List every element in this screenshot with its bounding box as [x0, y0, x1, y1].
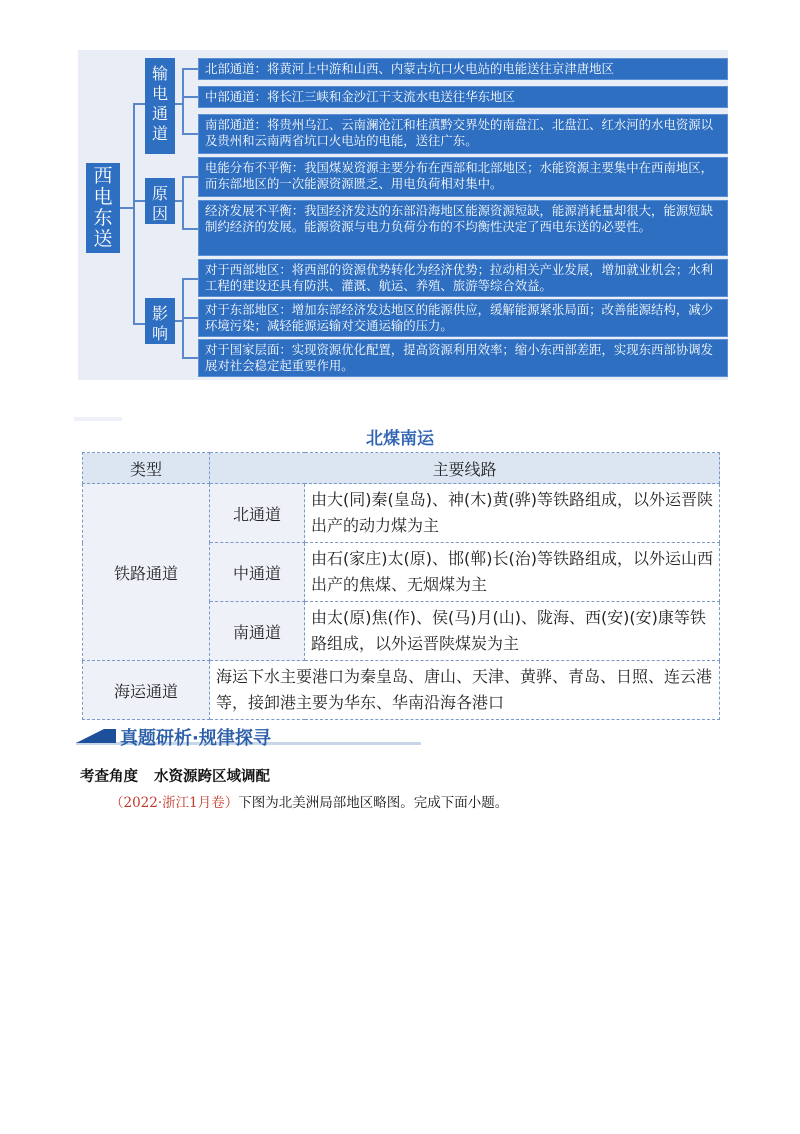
connector — [175, 320, 183, 322]
table-row — [83, 484, 720, 543]
connector — [175, 103, 183, 105]
exam-angle — [80, 765, 270, 786]
sub-middle: 中通道 — [210, 543, 305, 602]
category-label: 输电通道 — [151, 64, 168, 143]
connector — [182, 317, 198, 319]
header-routes: 主要线路 — [210, 453, 720, 484]
sub-north: 北通道 — [210, 484, 305, 543]
category-transmission — [145, 58, 175, 154]
question-text: 下图为北美洲局部地区略图。完成下面小题。 — [238, 795, 509, 811]
connector — [182, 96, 198, 98]
leaf-text: 电能分布不平衡：我国煤炭资源主要分布在西部和北部地区；水能资源主要集中在西南地区，而东部地区的一次能源资源匮乏、用电负荷相对集中。 — [205, 160, 714, 191]
connector — [175, 200, 183, 202]
type-sea: 海运通道 — [83, 661, 210, 720]
table-title: 北煤南运 — [366, 429, 434, 449]
leaf-economic-imbalance — [198, 200, 728, 256]
banner-triangle — [76, 729, 104, 743]
exam-angle-label: 考查角度 — [80, 768, 138, 785]
table-header-row — [83, 453, 720, 484]
leaf-text: 对于东部地区：增加东部经济发达地区的能源供应，缓解能源紧张局面；改善能源结构，减少环境污染；减轻能源运输对交通运输的压力。 — [205, 302, 714, 333]
mindmap-root — [86, 163, 120, 253]
table-row — [83, 661, 720, 720]
connector — [182, 278, 198, 280]
leaf-text: 对于西部地区：将西部的资源优势转化为经济优势；拉动相关产业发展，增加就业机会；水利工程的建设还具有防洪、灌溉、航运、养殖、旅游等综合效益。 — [205, 262, 714, 293]
connector — [182, 133, 198, 135]
sub-south: 南通道 — [210, 602, 305, 661]
exam-angle-value: 水资源跨区域调配 — [154, 768, 270, 785]
leaf-north-channel — [198, 58, 728, 80]
category-label: 影响 — [151, 304, 168, 343]
connector — [182, 176, 198, 178]
category-impact — [145, 298, 175, 344]
section-banner: 真题研析·规律探寻 — [120, 728, 271, 749]
desc-sea: 海运下水主要港口为秦皇岛、唐山、天津、黄骅、青岛、日照、连云港等，接卸港主要为华东、华南沿海各港口 — [210, 661, 720, 720]
type-rail: 铁路通道 — [83, 484, 210, 661]
connector — [133, 200, 145, 202]
connector — [133, 323, 145, 325]
connector — [133, 103, 135, 325]
desc-south: 由太(原)焦(作)、侯(马)月(山)、陇海、西(安)(安)康等铁路组成，以外运晋陕煤炭为主 — [305, 602, 720, 661]
leaf-text: 对于国家层面：实现资源优化配置，提高资源利用效率；缩小东西部差距，实现东西部协调发展对社会稳定起重要作用。 — [205, 342, 714, 373]
leaf-impact-west — [198, 259, 728, 297]
leaf-impact-nation — [198, 339, 728, 377]
coal-routes-table — [82, 452, 720, 720]
header-type: 类型 — [83, 453, 210, 484]
connector — [120, 207, 134, 209]
leaf-text: 经济发展不平衡：我国经济发达的东部沿海地区能源资源短缺，能源消耗量却很大，能源短缺制约经济的发展。能源资源与电力负荷分布的不均衡性决定了西电东送的必要性。 — [205, 203, 714, 234]
connector — [182, 176, 184, 229]
mindmap-root-label: 西电东送 — [93, 165, 113, 250]
leaf-text: 北部通道：将黄河上中游和山西、内蒙古坑口火电站的电能送往京津唐地区 — [205, 61, 614, 76]
leaf-power-imbalance — [198, 157, 728, 197]
leaf-text: 中部通道：将长江三峡和金沙江干支流水电送往华东地区 — [205, 89, 515, 104]
connector — [182, 68, 198, 70]
desc-north: 由大(同)秦(皇岛)、神(木)黄(骅)等铁路组成，以外运晋陕出产的动力煤为主 — [305, 484, 720, 543]
banner-block — [104, 729, 116, 743]
question-line — [110, 791, 508, 811]
category-reason — [145, 178, 175, 224]
connector — [133, 103, 145, 105]
leaf-impact-east — [198, 299, 728, 337]
connector — [182, 68, 184, 134]
decorative-tab — [74, 417, 122, 421]
leaf-middle-channel — [198, 86, 728, 108]
connector — [182, 228, 198, 230]
leaf-south-channel — [198, 114, 728, 154]
question-source: （2022·浙江1月卷） — [110, 795, 239, 811]
desc-middle: 由石(家庄)太(原)、邯(郸)长(治)等铁路组成，以外运山西出产的焦煤、无烟煤为主 — [305, 543, 720, 602]
connector — [182, 357, 198, 359]
category-label: 原因 — [151, 184, 168, 223]
leaf-text: 南部通道：将贵州乌江、云南澜沧江和桂滇黔交界处的南盘江、北盘江、红水河的水电资源以及贵州和云南两省坑口火电站的电能，送往广东。 — [205, 117, 714, 148]
